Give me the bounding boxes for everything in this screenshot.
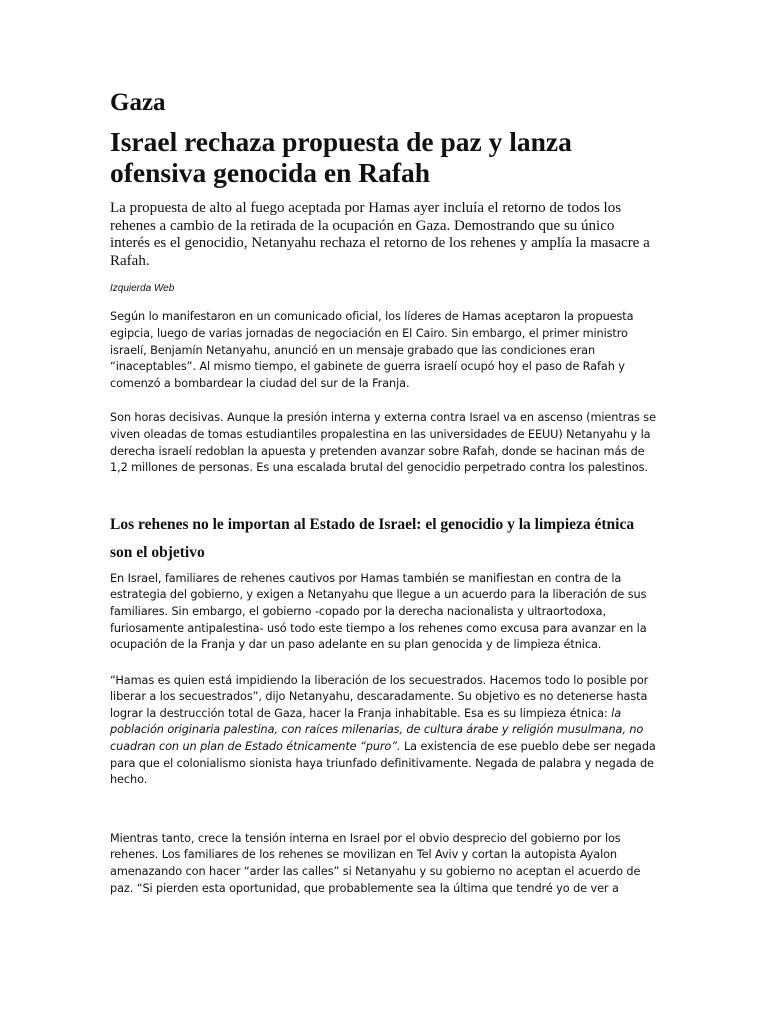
paragraph-3: En Israel, familiares de rehenes cautivos por Hamas también se manifiestan en contra de la estrategia del gobierno, y exigen a Netanyahu que llegue a un acuerdo para la liberación de sus familiares. Sin embargo, el gobierno -copado por la derecha nacionalista y ultraortodoxa, furiosamente antipalestina- usó todo este tiempo a los rehenes como excusa para avanzar en la ocupación de la Franja y dar un paso adelante en su plan genocida y de limpieza étnica.: [110, 571, 647, 652]
paragraph-5: Mientras tanto, crece la tensión interna en Israel por el obvio desprecio del gobierno por los rehenes. Los familiares de los rehenes se movilizan en Tel Aviv y cortan la autopista Ayalon amenazando con hacer “arder las calles” si Netanyahu y su gobierno no aceptan el acuerdo de paz. “Si pierden esta oportunidad, que probablemente sea la última que tendré yo de ver a: [110, 831, 641, 895]
paragraph-2: Son horas decisivas. Aunque la presión interna y externa contra Israel va en ascenso (mientras se viven oleadas de tomas estudiantiles propalestina en las universidades de EEUU) Netanyahu y la derecha israelí redoblan la apuesta y pretenden avanzar sobre Rafah, donde se hacinan más de 1,2 millones de personas. Es una escalada brutal del genocidio perpetrado contra los palestinos.: [110, 411, 656, 475]
paragraph-4-text-end: La existencia de ese pueblo debe ser negada para que el colonialismo sionista haya triunfado definitivamente. Negada de palabra y negada de hecho.: [110, 740, 656, 787]
article-byline: Izquierda Web: [110, 283, 175, 295]
paragraph-4: [110, 673, 658, 789]
paragraph-1: Según lo manifestaron en un comunicado oficial, los líderes de Hamas aceptaron la propuesta egipcia, luego de varias jornadas de negociación en El Cairo. Sin embargo, el primer ministro israelí, Benjamín Netanyahu, anunció en un mensaje grabado que las condiciones eran “inaceptables”. Al mismo tiempo, el gabinete de guerra israelí ocupó hoy el paso de Rafah y comenzó a bombardear la ciudad del sur de la Franja.: [110, 310, 634, 390]
section-title: Gaza: [110, 89, 166, 116]
article-subheading: Los rehenes no le importan al Estado de Israel: el genocidio y la limpieza étnica son el objetivo: [110, 515, 635, 561]
article: [110, 88, 658, 897]
article-headline: Israel rechaza propuesta de paz y lanza ofensiva genocida en Rafah: [110, 126, 572, 188]
paragraph-4-italic: la población originaria palestina, con raíces milenarias, de cultura árabe y religión musulmana, no cuadran con un plan de Estado étnicamente “puro”.: [110, 706, 644, 754]
paragraph-4-text-start: “Hamas es quien está impidiendo la liberación de los secuestrados. Hacemos todo lo posible por liberar a los secuestrados”, dijo Netanyahu, descaradamente. Su objetivo es no detenerse hasta lograr la destrucción total de Gaza, hacer la Franja inhabitable. Esa es su limpieza étnica:: [110, 673, 649, 720]
article-lead: La propuesta de alto al fuego aceptada por Hamas ayer incluía el retorno de todos los rehenes a cambio de la retirada de la ocupación en Gaza. Demostrando que su único interés es el genocidio, Netanyahu rechaza el retorno de los rehenes y amplía la masacre a Rafah.: [110, 200, 650, 269]
